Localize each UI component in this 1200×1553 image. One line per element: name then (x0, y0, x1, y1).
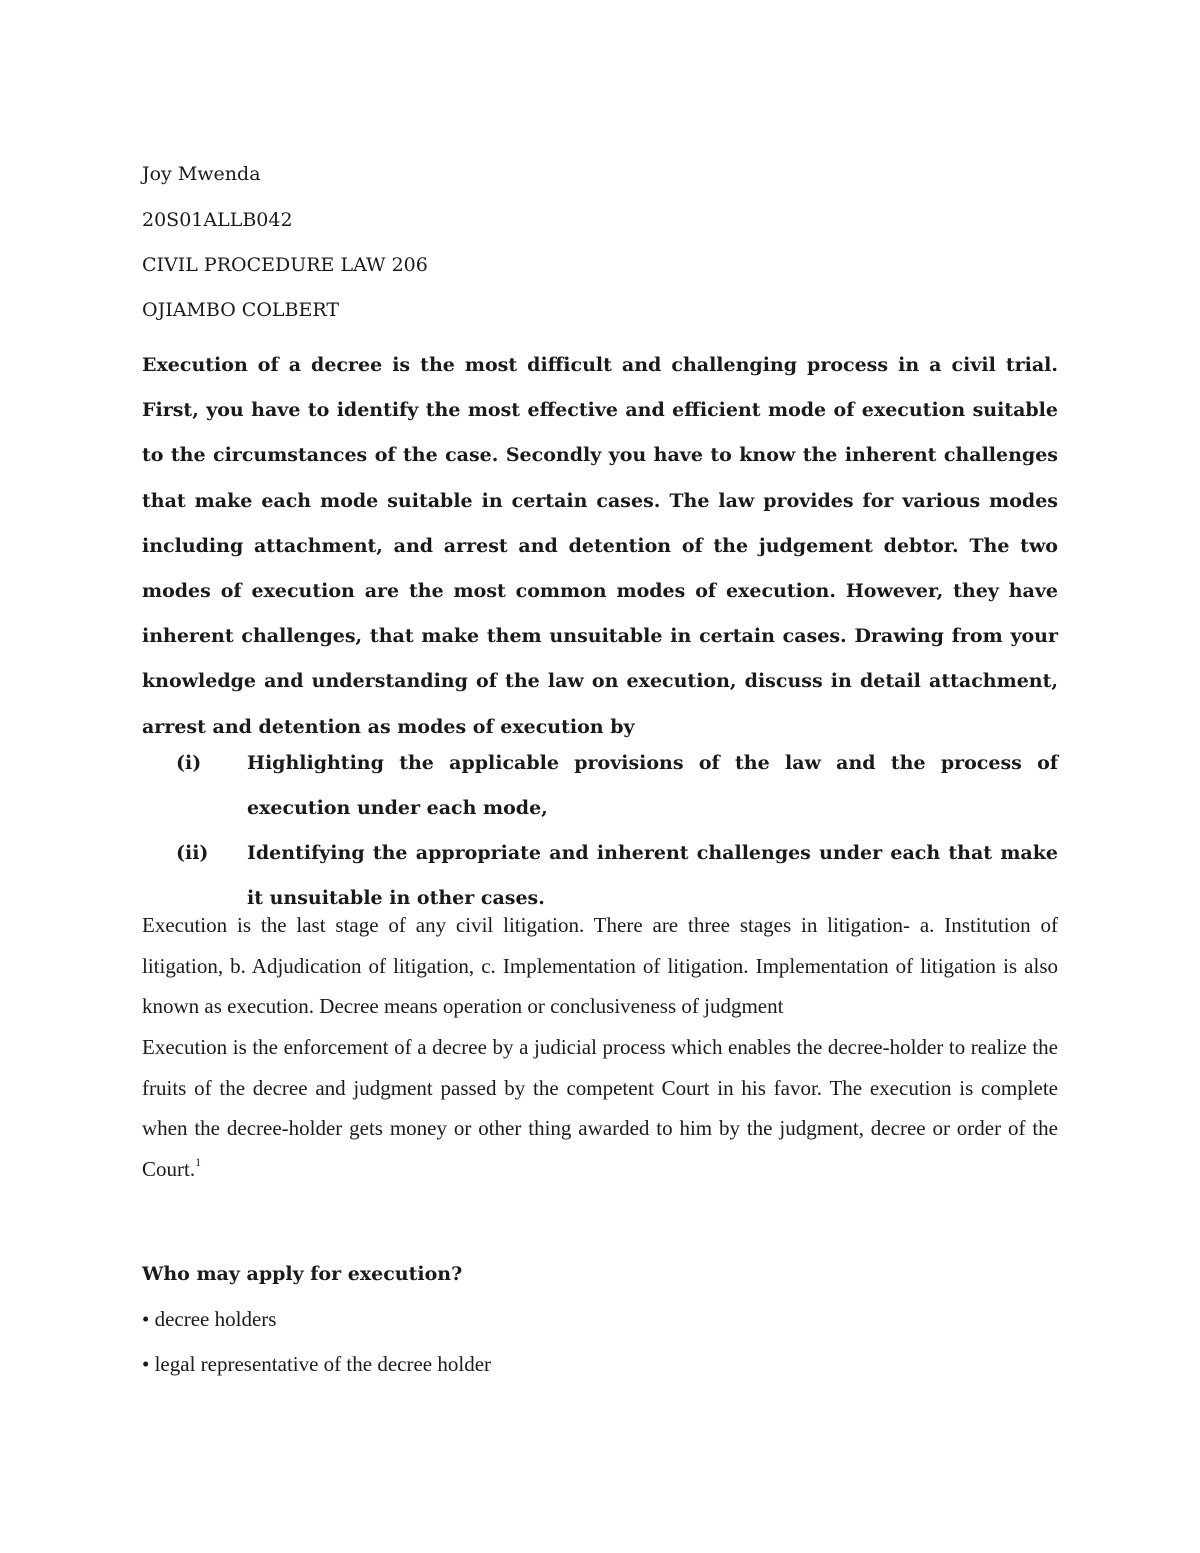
question-item-text: Identifying the appropriate and inherent challenges under each that make it unsuitable in other cases. (247, 842, 1058, 910)
question-item-marker: (ii) (176, 842, 209, 864)
course-title: CIVIL PROCEDURE LAW 206 (142, 254, 428, 276)
registration-number: 20S01ALLB042 (142, 209, 293, 231)
student-name: Joy Mwenda (142, 163, 261, 185)
question-item-marker: (i) (176, 752, 202, 774)
question-item-1 (142, 741, 1058, 831)
question-item-text: Highlighting the applicable provisions of the law and the process of execution under each mode, (247, 752, 1058, 820)
list-item: • decree holders (142, 1307, 277, 1331)
footnote-reference[interactable]: 1 (195, 1154, 202, 1169)
answer-paragraph-1: Execution is the last stage of any civil litigation. There are three stages in litigation- a. Institution of litigation, b. Adjudication of litigation, c. Implementation of litigation. Implementation of litigation is also known as execution. Decree means operation or conclusiveness of judgment (142, 913, 1058, 1019)
answer-paragraph-2-text: Execution is the enforcement of a decree by a judicial process which enables the decree-holder to realize the fruits of the decree and judgment passed by the competent Court in his favor. The execution is complete when the decree-holder gets money or other thing awarded to him by the judgment, decree or order of the Court. (142, 1035, 1058, 1181)
answer-paragraph-2 (142, 1027, 1058, 1189)
list-item: • legal representative of the decree holder (142, 1352, 492, 1376)
question-prompt: Execution of a decree is the most difficult and challenging process in a civil trial. First, you have to identify the most effective and efficient mode of execution suitable to the circumstances of the case. Secondly you have to know the inherent challenges that make each mode suitable in certain cases. The law provides for various modes including attachment, and arrest and detention of the judgement debtor. The two modes of execution are the most common modes of execution. However, they have inherent challenges, that make them unsuitable in certain cases. Drawing from your knowledge and understanding of the law on execution, discuss in detail attachment, arrest and detention as modes of execution by (142, 354, 1058, 738)
lecturer-name: OJIAMBO COLBERT (142, 299, 340, 321)
section-heading: Who may apply for execution? (142, 1263, 463, 1285)
